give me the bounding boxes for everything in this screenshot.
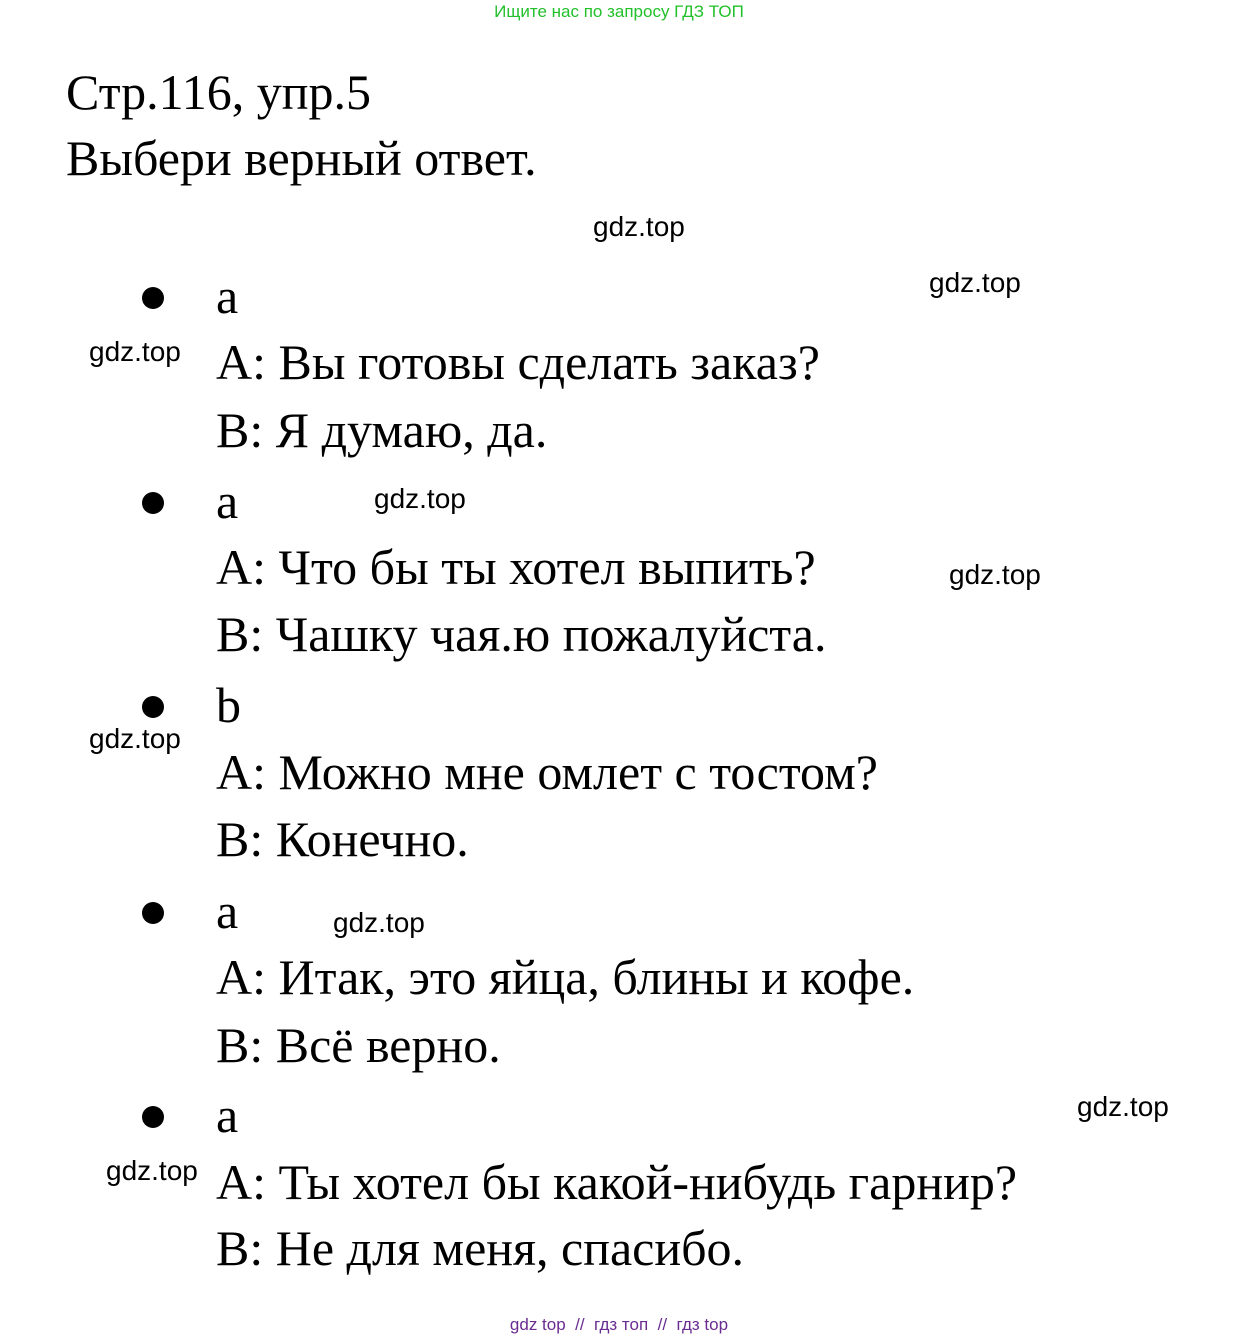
watermark: gdz.top (106, 1155, 198, 1186)
footer-link[interactable]: гдз топ (594, 1315, 649, 1334)
watermark: gdz.top (374, 483, 466, 514)
instruction-text: Выбери верный ответ. (66, 130, 537, 186)
bullet-icon (142, 696, 164, 718)
footer-links (0, 1314, 1238, 1336)
answer-choice: b (216, 677, 241, 733)
dialogue-line-b: B: Всё верно. (216, 1017, 501, 1073)
watermark: gdz.top (89, 336, 181, 367)
exercise-title: Стр.116, упр.5 (66, 64, 372, 120)
footer-separator: // (575, 1315, 585, 1334)
watermark: gdz.top (89, 723, 181, 754)
answer-choice: a (216, 268, 239, 324)
footer-link[interactable]: гдз top (676, 1315, 729, 1334)
dialogue-line-a: A: Итак, это яйца, блины и кофе. (216, 949, 915, 1005)
dialogue-line-b: B: Не для меня, спасибо. (216, 1220, 745, 1276)
dialogue-line-a: A: Что бы ты хотел выпить? (216, 539, 816, 595)
dialogue-line-b: B: Чашку чая.ю пожалуйста. (216, 606, 827, 662)
watermark: gdz.top (593, 211, 685, 242)
bullet-icon (142, 287, 164, 309)
dialogue-line-a: A: Вы готовы сделать заказ? (216, 334, 820, 390)
dialogue-line-a: A: Ты хотел бы какой-нибудь гарнир? (216, 1154, 1018, 1210)
answer-choice: a (216, 473, 239, 529)
footer-link[interactable]: gdz top (509, 1315, 566, 1334)
watermark: gdz.top (1077, 1091, 1169, 1122)
bullet-icon (142, 492, 164, 514)
watermark: gdz.top (333, 907, 425, 938)
bullet-icon (142, 902, 164, 924)
bullet-icon (142, 1106, 164, 1128)
answer-choice: a (216, 1087, 239, 1143)
dialogue-line-a: A: Можно мне омлет с тостом? (216, 744, 878, 800)
answer-choice: a (216, 883, 239, 939)
watermark: gdz.top (949, 559, 1041, 590)
footer-separator: // (657, 1315, 668, 1334)
search-banner-link[interactable]: Ищите нас по запросу ГДЗ ТОП (494, 2, 744, 21)
watermark: gdz.top (929, 267, 1021, 298)
dialogue-line-b: B: Я думаю, да. (216, 402, 548, 458)
dialogue-line-b: B: Конечно. (216, 811, 469, 867)
